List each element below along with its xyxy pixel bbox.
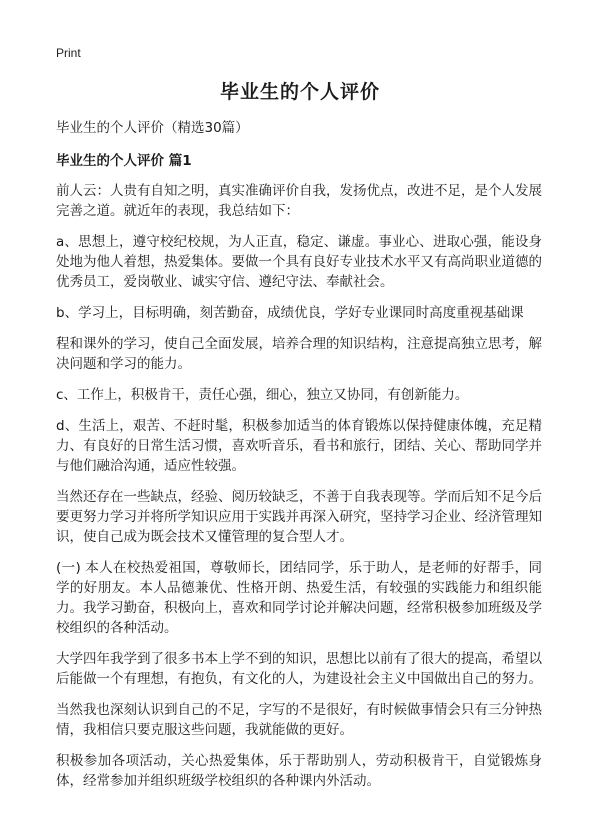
- paragraph-work: c、工作上，积极肯干，责任心强，细心，独立又协同，有创新能力。: [56, 387, 469, 403]
- article-subtitle: 毕业生的个人评价（精选30篇）: [56, 120, 249, 136]
- paragraph-character: (一) 本人在校热爱祖国，尊敬师长，团结同学，乐于助人，是老师的好帮手，同学的好朋友。本人品德兼优、性格开朗、热爱生活，有较强的实践能力和组织能力。我学习勤奋，积极向上，喜欢和同学讨论并解决问题，经常积极参加班级及学校组织的各种活动。: [56, 560, 542, 636]
- paragraph-study: b、学习上，目标明确，刻苦勤奋，成绩优良，学好专业课同时高度重视基础课: [56, 305, 524, 321]
- paragraph-self-awareness: 当然我也深刻认识到自己的不足，字写的不是很好，有时候做事情会只有三分钟热情，我相信只要克服这些问题，我就能做的更好。: [56, 702, 542, 738]
- paragraph-university: 大学四年我学到了很多书本上学不到的知识，思想比以前有了很大的提高，希望以后能做一个有理想，有抱负，有文化的人，为建设社会主义中国做出自己的努力。: [56, 651, 542, 687]
- page-title: 毕业生的个人评价: [219, 81, 380, 103]
- paragraph-ideology: a、思想上，遵守校纪校规，为人正直，稳定、谦虚。事业心、进取心强，能设身处地为他人着想，热爱集体。要做一个具有良好专业技术水平又有高尚职业道德的优秀员工，爱岗敬业、诚实守信、遵纪守法、奉献社会。: [56, 234, 542, 290]
- article-body: [56, 118, 542, 802]
- print-link[interactable]: Print: [56, 46, 81, 60]
- paragraph-shortcomings: 当然还存在一些缺点，经验、阅历较缺乏，不善于自我表现等。学而后知不足今后要更努力学习并将所学知识应用于实践并再深入研究，坚持学习企业、经济管理知识，使自己成为既会技术又懂管理的复合型人才。: [56, 489, 542, 545]
- section-heading: 毕业生的个人评价 篇1: [56, 153, 192, 169]
- paragraph-intro: 前人云：人贵有自知之明，真实准确评价自我，发扬优点，改进不足，是个人发展完善之道。就近年的表现，我总结如下：: [56, 183, 542, 219]
- paragraph-life: d、生活上，艰苦、不赶时髦，积极参加适当的体育锻炼以保持健康体魄，充足精力、有良好的日常生活习惯，喜欢听音乐，看书和旅行，团结、关心、帮助同学并与他们融洽沟通，适应性较强。: [56, 418, 542, 474]
- paragraph-activities: 积极参加各项活动，关心热爱集体，乐于帮助别人，劳动积极肯干，自觉锻炼身体，经常参加并组织班级学校组织的各种课内外活动。: [56, 753, 542, 789]
- paragraph-study-continued: 程和课外的学习，使自己全面发展，培养合理的知识结构，注意提高独立思考，解决问题和学习的能力。: [56, 336, 542, 372]
